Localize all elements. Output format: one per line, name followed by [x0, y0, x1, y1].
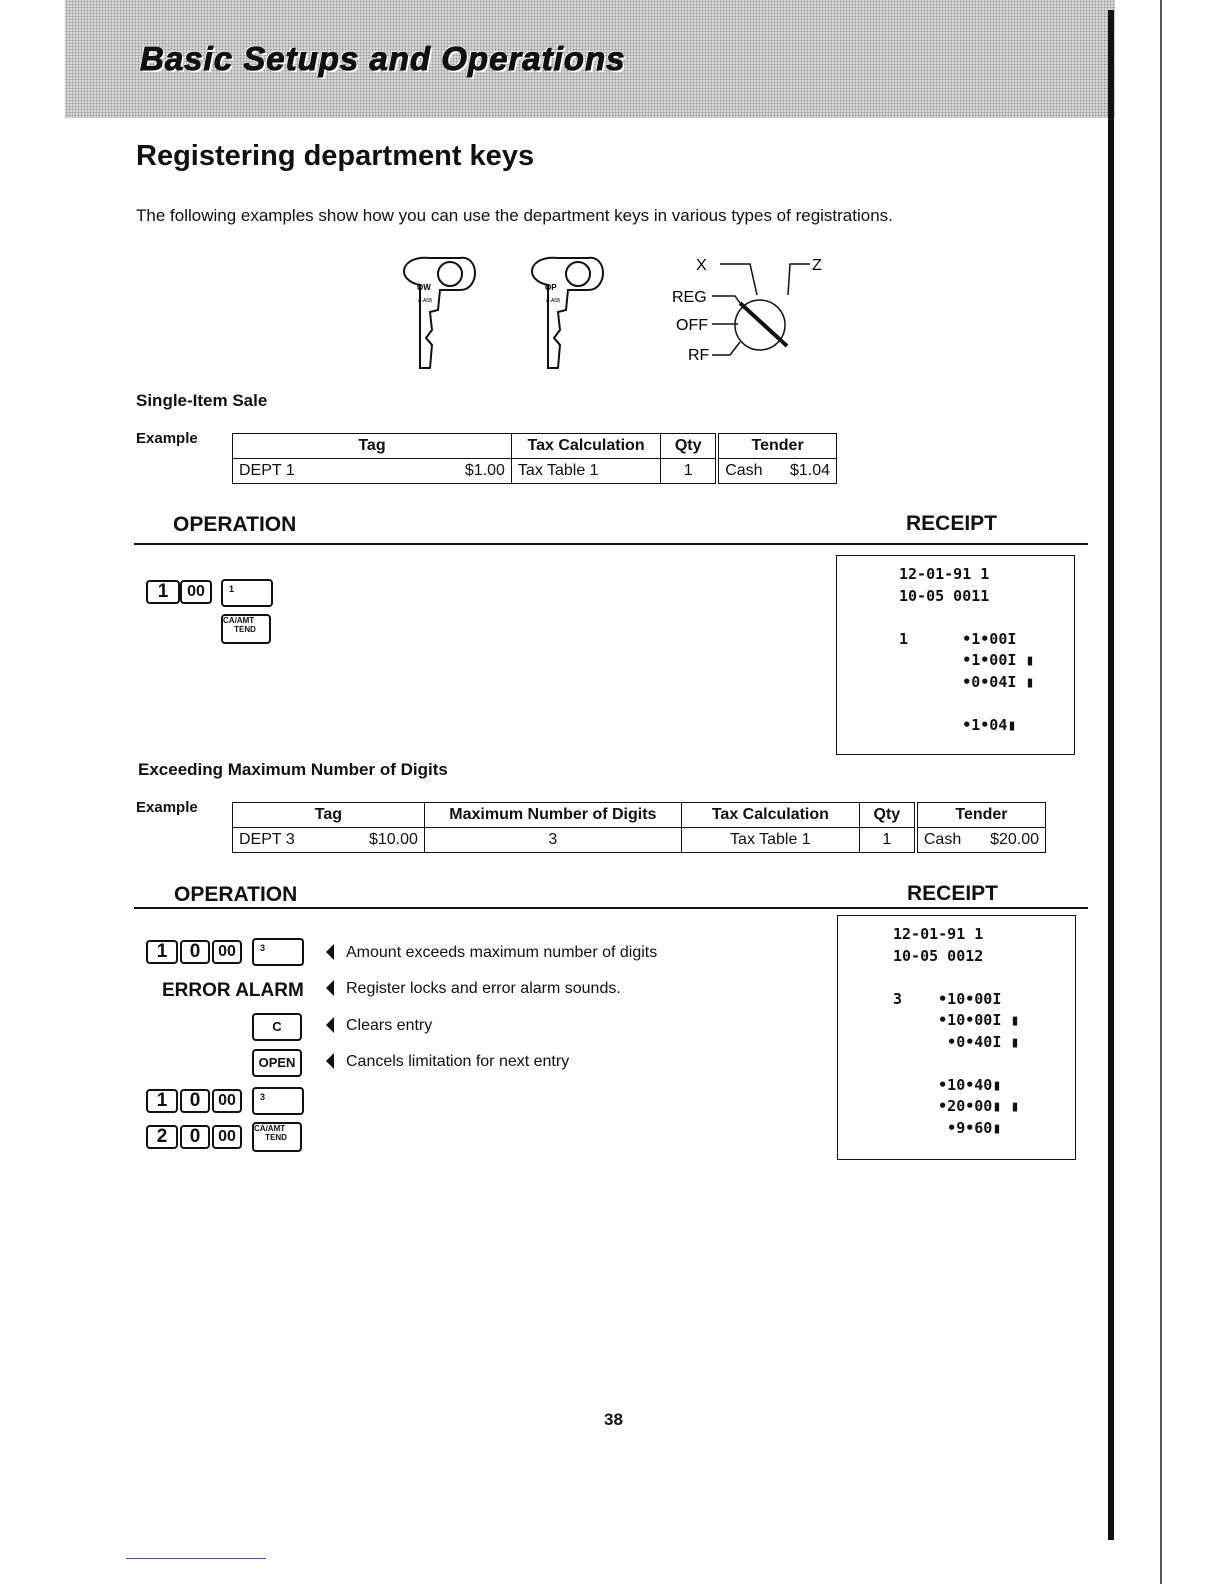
- table-row: [233, 459, 837, 484]
- col-tender: Tender: [916, 803, 1046, 828]
- note-text: Amount exceeds maximum number of digits: [346, 944, 658, 961]
- section2-example-table: [232, 802, 1046, 853]
- key-00: 00: [212, 940, 242, 964]
- section1-receipt: [836, 555, 1075, 755]
- cell-tax: Tax Table 1: [681, 828, 859, 853]
- intro-text: The following examples show how you can use the department keys in various types of registrations.: [136, 206, 893, 225]
- mode-switch-icon: [712, 264, 810, 355]
- note-text: Register locks and error alarm sounds.: [346, 980, 621, 997]
- receipt-line: •9•60▮: [893, 1118, 1002, 1137]
- receipt-line: •10•40▮: [893, 1075, 1002, 1094]
- page-edge-line: [1160, 0, 1162, 1584]
- page-number: 38: [604, 1410, 623, 1429]
- col-tax: Tax Calculation: [511, 434, 660, 459]
- switch-reg-label: REG: [672, 289, 707, 306]
- receipt-line: 12-01-91 1: [893, 925, 984, 943]
- cell-tender-type: Cash: [717, 459, 776, 484]
- page-title: Registering department keys: [136, 140, 535, 172]
- switch-z-label: Z: [812, 257, 822, 274]
- section2-receipt: [837, 915, 1076, 1160]
- receipt-line: 3 •10•00I: [893, 989, 1002, 1008]
- col-qty: Qty: [859, 803, 916, 828]
- col-tender: Tender: [717, 434, 836, 459]
- note-3: [326, 1017, 432, 1035]
- section1-operation-label: OPERATION: [173, 513, 297, 536]
- footer-line: [126, 1558, 266, 1559]
- switch-rf-label: RF: [688, 347, 710, 364]
- note-text: Clears entry: [346, 1017, 433, 1034]
- col-tag: Tag: [233, 434, 512, 459]
- switch-off-label: OFF: [676, 317, 708, 334]
- cell-price: $10.00: [333, 828, 424, 853]
- section1-example-label: Example: [136, 430, 198, 447]
- key-2: 2: [146, 1125, 178, 1149]
- key1-code: A-A08: [418, 298, 432, 304]
- note-text: Cancels limitation for next entry: [346, 1053, 570, 1070]
- col-qty: Qty: [661, 434, 718, 459]
- key-0: 0: [180, 1125, 210, 1149]
- receipt-line: 10-05 0011: [899, 586, 990, 605]
- cell-dept: DEPT 1: [233, 459, 391, 484]
- section1-receipt-label: RECEIPT: [906, 512, 998, 535]
- note-2: [326, 980, 621, 998]
- receipt-line: •1•00I ▮: [899, 651, 1035, 669]
- key-0: 0: [180, 940, 210, 964]
- ow-key-icon: [404, 258, 475, 368]
- receipt-line: 10-05 0012: [893, 946, 984, 965]
- table-row: [233, 828, 1046, 853]
- receipt-line: •1•04▮: [899, 715, 1017, 734]
- open-key: OPEN: [252, 1049, 302, 1077]
- note-4: [326, 1053, 569, 1071]
- op-key-icon: [532, 258, 603, 368]
- col-tag: Tag: [233, 803, 425, 828]
- key-00: 00: [212, 1125, 242, 1149]
- error-alarm-label: ERROR ALARM: [162, 980, 304, 1001]
- key-1: 1: [146, 1089, 178, 1113]
- key-1: 1: [146, 580, 180, 604]
- tend-amt: AMT: [236, 616, 255, 625]
- cell-tender-amount: $1.04: [776, 459, 836, 484]
- arrow-icon: [326, 944, 334, 960]
- receipt-line: •10•00I ▮: [893, 1011, 1020, 1029]
- clear-key: C: [252, 1013, 302, 1041]
- arrow-icon: [326, 1017, 334, 1033]
- section2-example-label: Example: [136, 799, 198, 816]
- arrow-icon: [326, 980, 334, 996]
- receipt-line: •0•40I ▮: [893, 1032, 1020, 1051]
- dept-key-1: 1: [221, 579, 273, 607]
- dept-key-3: 3: [252, 938, 304, 966]
- cell-max-digits: 3: [424, 828, 681, 853]
- key-00: 00: [212, 1089, 242, 1113]
- cell-price: $1.00: [390, 459, 511, 484]
- arrow-icon: [326, 1053, 334, 1069]
- key2-code: A-A08: [546, 298, 560, 304]
- note-1: [326, 944, 657, 962]
- col-max-digits: Maximum Number of Digits: [424, 803, 681, 828]
- key2-label: OP: [545, 283, 557, 292]
- dept-key-3: 3: [252, 1087, 304, 1115]
- receipt-line: [899, 607, 1074, 629]
- tend-amt: AMT: [267, 1124, 286, 1133]
- section2-operation-label: OPERATION: [174, 883, 298, 906]
- receipt-line: [893, 1053, 1075, 1075]
- receipt-line: •0•04I ▮: [899, 672, 1035, 691]
- receipt-line: •20•00▮ ▮: [893, 1097, 1020, 1115]
- tend-tend: TEND: [234, 625, 256, 634]
- tend-key: CA/AMT TEND: [252, 1122, 302, 1152]
- tend-tend: TEND: [265, 1133, 287, 1142]
- cell-qty: 1: [859, 828, 916, 853]
- mode-keys-figure: [390, 250, 830, 375]
- section1-example-table: [232, 433, 837, 484]
- receipt-line: 1 •1•00I: [899, 629, 1017, 648]
- header-band-title: Basic Setups and Operations: [140, 40, 626, 77]
- cell-tender-type: Cash: [916, 828, 975, 853]
- key-00: 00: [180, 580, 212, 604]
- section1-heading: Single-Item Sale: [136, 391, 268, 410]
- col-tax: Tax Calculation: [681, 803, 859, 828]
- tend-ca: CA: [254, 1124, 266, 1133]
- receipt-line: [899, 693, 1074, 715]
- receipt-line: [893, 967, 1075, 989]
- divider: [134, 543, 1088, 545]
- divider: [134, 907, 1088, 909]
- page-edge-bar: [1108, 10, 1114, 1540]
- tend-ca: CA: [223, 616, 235, 625]
- cell-dept: DEPT 3: [233, 828, 334, 853]
- cell-qty: 1: [661, 459, 718, 484]
- cell-tender-amount: $20.00: [975, 828, 1046, 853]
- key-0: 0: [180, 1089, 210, 1113]
- tend-key: CA/AMT TEND: [221, 614, 271, 644]
- receipt-line: 12-01-91 1: [899, 565, 990, 583]
- key-1: 1: [146, 940, 178, 964]
- section2-heading: Exceeding Maximum Number of Digits: [138, 760, 448, 779]
- section2-receipt-label: RECEIPT: [907, 882, 999, 905]
- switch-x-label: X: [696, 257, 707, 274]
- key1-label: OW: [417, 283, 431, 292]
- cell-tax: Tax Table 1: [511, 459, 660, 484]
